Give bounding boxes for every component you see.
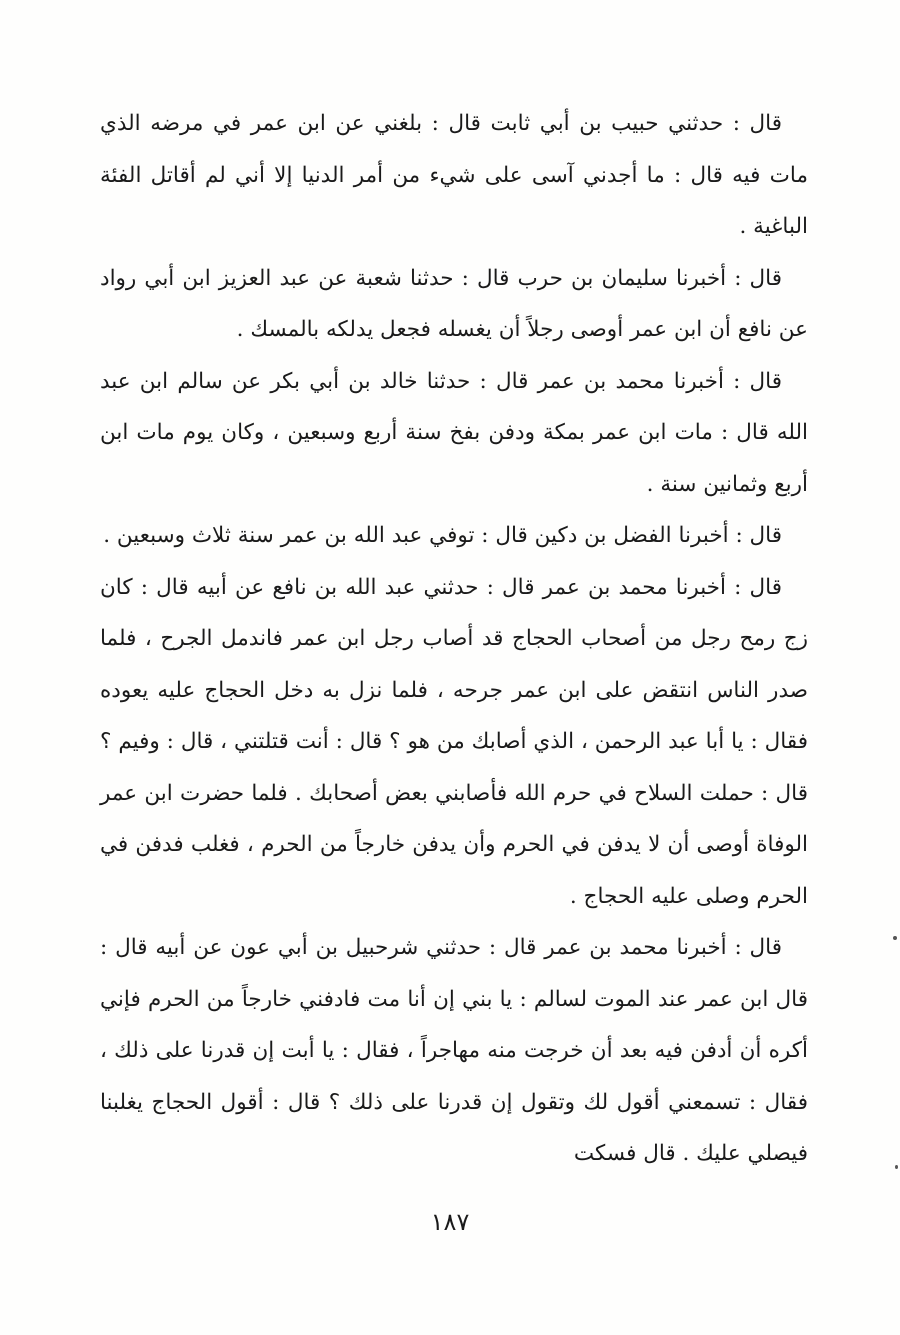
paragraph-1: قال : حدثني حبيب بن أبي ثابت قال : بلغني عن ابن عمر في مرضه الذي مات فيه قال : ما أجدني آسى على شيء من أمر الدنيا إلا أني لم أقاتل الفئة الباغية .	[100, 111, 808, 239]
paragraph-3: قال : أخبرنا محمد بن عمر قال : حدثنا خالد بن أبي بكر عن سالم ابن عبد الله قال : مات ابن عمر بمكة ودفن بفخ سنة أربع وسبعين ، وكان يوم مات ابن أربع وثمانين سنة .	[100, 368, 808, 497]
paragraph-4: قال : أخبرنا الفضل بن دكين قال : توفي عبد الله بن عمر سنة ثلاث وسبعين .	[103, 523, 782, 548]
paragraph-2: قال : أخبرنا سليمان بن حرب قال : حدثنا شعبة عن عبد العزيز ابن أبي رواد عن نافع أن ابن عمر أوصى رجلاً أن يغسله فجعل يدلكه بالمسك .	[100, 265, 808, 342]
page-number: ١٨٧	[430, 1208, 470, 1236]
scan-speck	[895, 1165, 898, 1169]
scan-speck	[893, 936, 897, 940]
paragraph-6: قال : أخبرنا محمد بن عمر قال : حدثني شرحبيل بن أبي عون عن أبيه قال : قال ابن عمر عند الموت لسالم : يا بني إن أنا مت فادفني خارجاً من الحرم فإني أكره أن أدفن فيه بعد أن خرجت منه مهاجراً ، فقال : يا أبت إن قدرنا على ذلك ، فقال : تسمعني أقول لك وتقول إن قدرنا على ذلك ؟ قال : أقول الحجاج يغلبنا فيصلي عليك . قال فسكت	[100, 935, 808, 1166]
text-column	[100, 98, 808, 1180]
paragraph-5: قال : أخبرنا محمد بن عمر قال : حدثني عبد الله بن نافع عن أبيه قال : كان زج رمح رجل من أصحاب الحجاج قد أصاب رجل ابن عمر فاندمل الجرح ، فلما صدر الناس انتقض على ابن عمر جرحه ، فلما نزل به دخل الحجاج عليه يعوده فقال : يا أبا عبد الرحمن ، الذي أصابك من هو ؟ قال : أنت قتلتني ، قال : وفيم ؟ قال : حملت السلاح في حرم الله فأصابني بعض أصحابك . فلما حضرت ابن عمر الوفاة أوصى أن لا يدفن في الحرم وأن يدفن خارجاً من الحرم ، فغلب فدفن في الحرم وصلى عليه الحجاج .	[100, 574, 808, 909]
